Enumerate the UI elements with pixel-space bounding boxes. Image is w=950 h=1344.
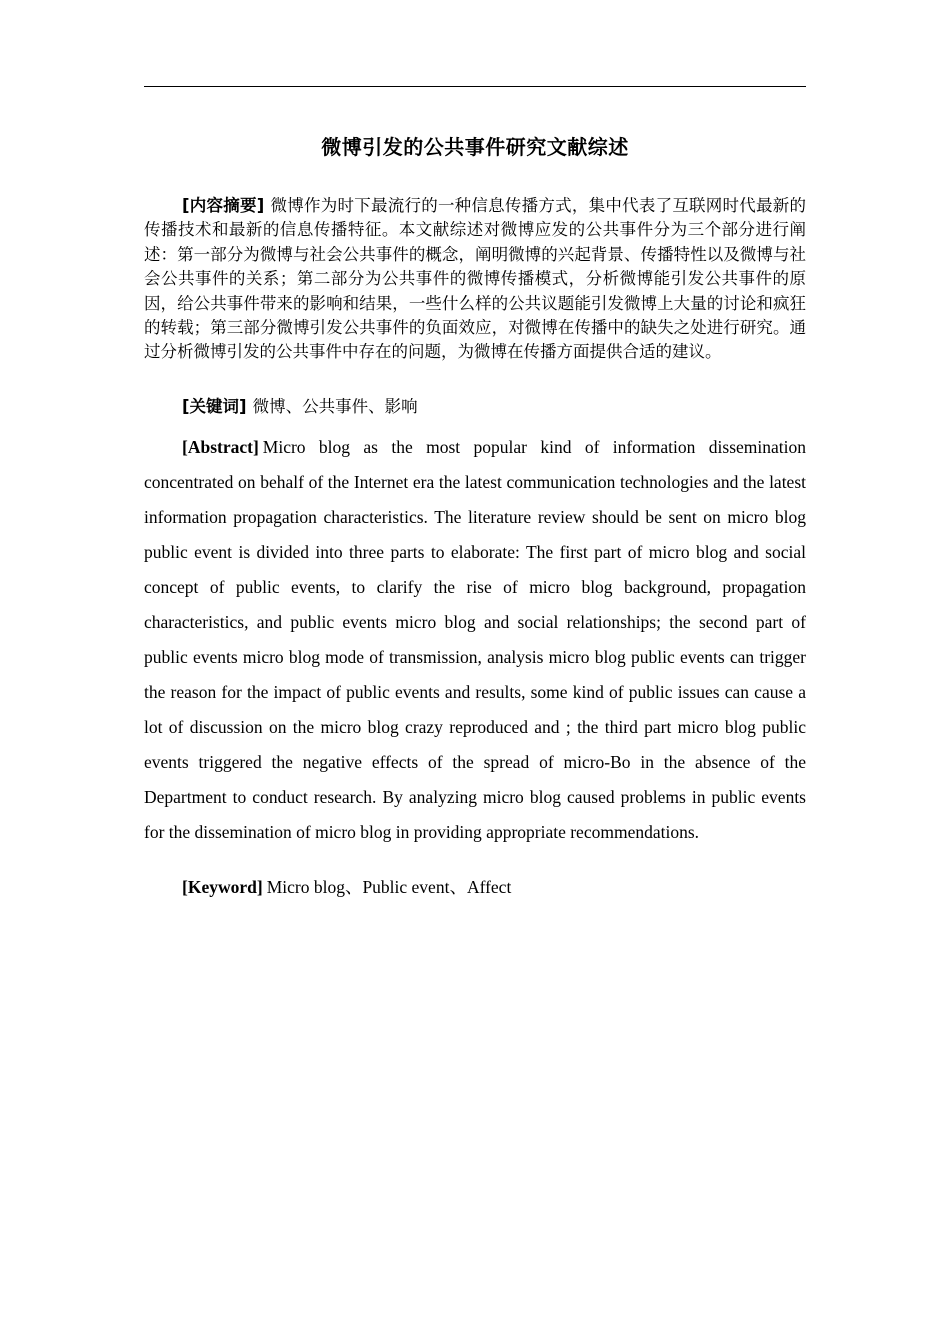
chinese-keywords-label: [关键词] xyxy=(182,397,247,416)
header-rule xyxy=(144,86,806,87)
english-keywords xyxy=(182,875,806,899)
english-abstract-text: Micro blog as the most popular kind of information dissemination concentrated on behalf of the Internet era the latest communication technologies and the latest information propagation characteristics. The literature review should be sent on micro blog public event is divided into three parts to elaborate: The first part of micro blog and social concept of public events, to clarify the rise of micro blog background, propagation characteristics, and public events micro blog and social relationships; the second part of public events micro blog mode of transmission, analysis micro blog public events can trigger the reason for the impact of public events and results, some kind of public issues can cause a lot of discussion on the micro blog crazy reproduced and ; the third part micro blog public events triggered the negative effects of the spread of micro-Bo in the absence of the Department to conduct research. By analyzing micro blog caused problems in public events for the dissemination of micro blog in providing appropriate recommendations. xyxy=(144,437,806,842)
chinese-abstract-text: 微博作为时下最流行的一种信息传播方式，集中代表了互联网时代最新的传播技术和最新的信息传播特征。本文献综述对微博应发的公共事件分为三个部分进行阐述：第一部分为微博与社会公共事件的概念，阐明微博的兴起背景、传播特性以及微博与社会公共事件的关系；第二部分为公共事件的微博传播模式，分析微博能引发公共事件的原因，给公共事件带来的影响和结果，一些什么样的公共议题能引发微博上大量的讨论和疯狂的转载；第三部分微博引发公共事件的负面效应，对微博在传播中的缺失之处进行研究。通过分析微博引发的公共事件中存在的问题，为微博在传播方面提供合适的建议。 xyxy=(144,196,806,362)
english-abstract-label: [Abstract] xyxy=(182,437,259,457)
english-keywords-text: Micro blog、Public event、Affect xyxy=(266,877,512,897)
chinese-keywords-text: 微博、公共事件、影响 xyxy=(252,397,418,416)
english-keywords-label: [Keyword] xyxy=(182,877,263,897)
document-title: 微博引发的公共事件研究文献综述 xyxy=(321,135,629,159)
chinese-abstract-label: [内容摘要] xyxy=(182,196,265,215)
chinese-abstract xyxy=(144,194,806,365)
english-abstract xyxy=(144,430,806,850)
chinese-keywords xyxy=(182,395,806,419)
